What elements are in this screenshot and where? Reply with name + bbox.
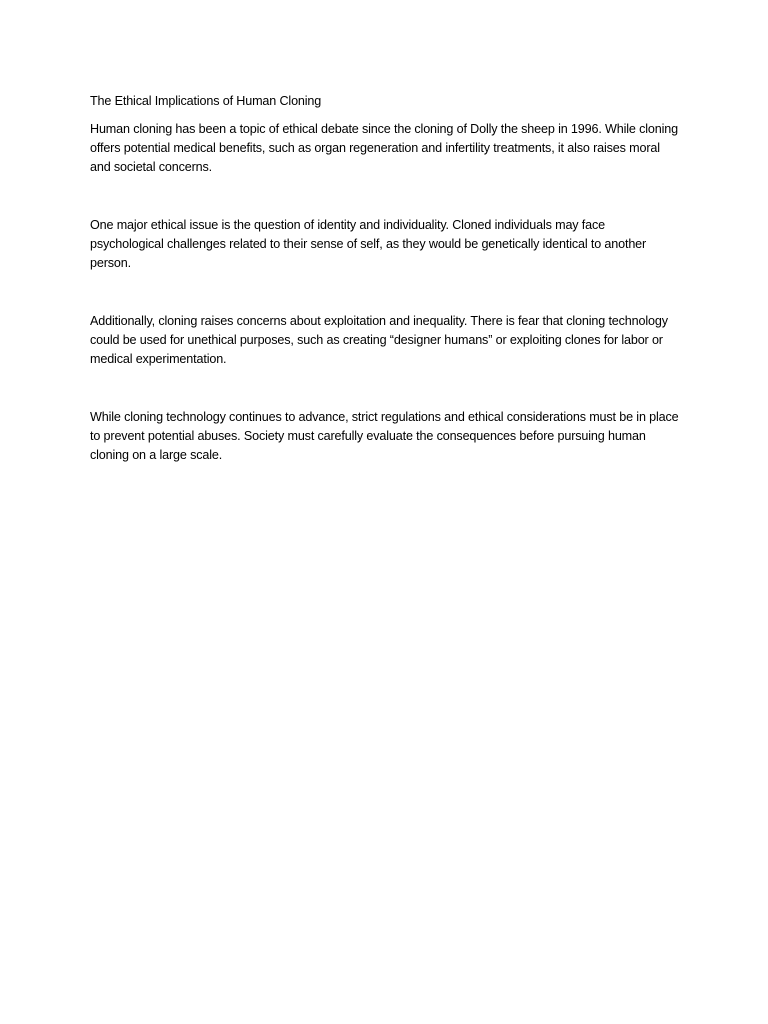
paragraph-exploitation: Additionally, cloning raises concerns about exploitation and inequality. There is fear that cloning technology could be used for unethical purposes, such as creating “designer humans” or exploiting clones for labor or medical experimentation. xyxy=(90,314,668,366)
paragraph-conclusion: While cloning technology continues to advance, strict regulations and ethical considerations must be in place to prevent potential abuses. Society must carefully evaluate the consequences before pursuing human cloning on a large scale. xyxy=(90,410,679,462)
paragraph-identity: One major ethical issue is the question of identity and individuality. Cloned individuals may face psychological challenges related to their sense of self, as they would be genetically identical to another person. xyxy=(90,218,647,270)
paragraph-intro: Human cloning has been a topic of ethical debate since the cloning of Dolly the sheep in 1996. While cloning offers potential medical benefits, such as organ regeneration and infertility treatments, it also raises moral and societal concerns. xyxy=(90,122,678,174)
document-body xyxy=(90,92,680,465)
document-title: The Ethical Implications of Human Cloning xyxy=(90,94,322,108)
